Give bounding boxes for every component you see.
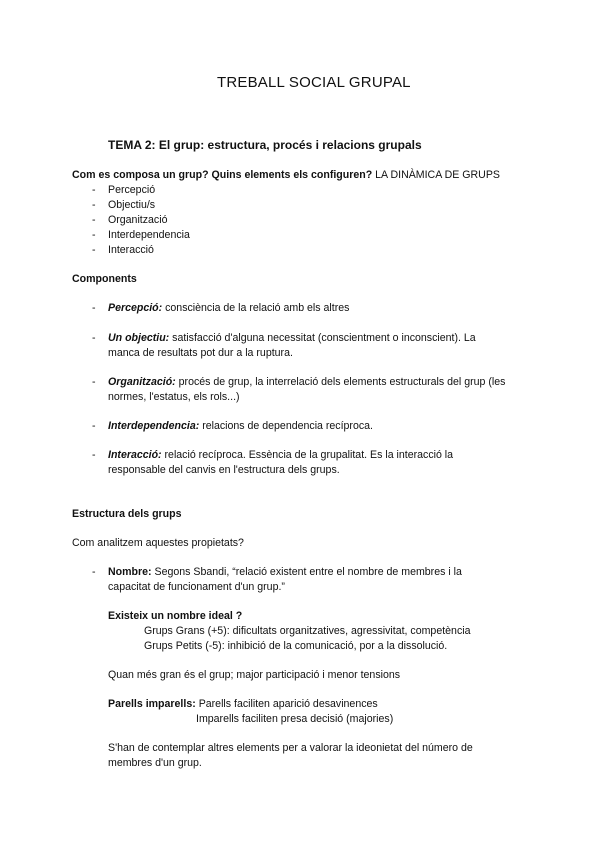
estructura-heading: Estructura dels grups: [72, 508, 182, 520]
nombre-ideal-heading: Existeix un nombre ideal ?: [108, 610, 243, 622]
list-dash: -: [92, 376, 96, 388]
component-term: Interacció:: [108, 449, 162, 461]
component-text: relacions de dependencia recíproca.: [199, 420, 373, 432]
imparells-line: Imparells faciliten presa decisió (majories): [196, 713, 394, 725]
question-normal: LA DINÀMICA DE GRUPS: [372, 169, 500, 181]
component-item: [108, 420, 373, 432]
component-item: [108, 376, 505, 388]
list-dash: -: [92, 184, 96, 196]
contemplar-line: S'han de contemplar altres elements per a valorar la ideonietat del número de: [108, 742, 473, 754]
contemplar-line-cont: membres d'un grup.: [108, 757, 202, 769]
component-text: consciència de la relació amb els altres: [162, 302, 350, 314]
component-term: Percepció:: [108, 302, 163, 314]
component-term: Interdependencia:: [108, 420, 200, 432]
component-term: Un objectiu:: [108, 332, 170, 344]
list-dash: -: [92, 420, 96, 432]
nombre-text-cont: capacitat de funcionament d'un grup.”: [108, 581, 285, 593]
quan-mes-gran: Quan més gran és el grup; major participació i menor tensions: [108, 669, 401, 681]
component-item: [108, 332, 476, 344]
component-text: relació recíproca. Essència de la grupalitat. Es la interacció la: [161, 449, 454, 461]
component-text-cont: responsable del canvis en l'estructura dels grups.: [108, 464, 340, 476]
list-dash: -: [92, 199, 96, 211]
question-line: [72, 169, 500, 181]
component-text: procés de grup, la interrelació dels elements estructurals del grup (les: [175, 376, 506, 388]
question-bold: Com es composa un grup? Quins elements els configuren?: [72, 169, 373, 181]
grups-petits: Grups Petits (-5): inhibició de la comunicació, por a la dissolució.: [144, 640, 448, 652]
list-item: Percepció: [108, 184, 156, 196]
parells-line: [108, 698, 378, 710]
page-title: TREBALL SOCIAL GRUPAL: [217, 74, 411, 91]
com-analitzem: Com analitzem aquestes propietats?: [72, 537, 244, 549]
list-dash: -: [92, 302, 96, 314]
component-text-cont: normes, l'estatus, els rols...): [108, 391, 240, 403]
nombre-item: [108, 566, 462, 578]
components-heading: Components: [72, 273, 137, 285]
list-item: Organització: [108, 214, 168, 226]
list-dash: -: [92, 449, 96, 461]
component-term: Organització:: [108, 376, 176, 388]
nombre-text: Segons Sbandi, “relació existent entre el nombre de membres i la: [151, 566, 462, 578]
parells-text: Parells faciliten aparició desavinences: [195, 698, 378, 710]
list-item: Interdependencia: [108, 229, 190, 241]
list-dash: -: [92, 332, 96, 344]
list-dash: -: [92, 566, 96, 578]
component-item: [108, 449, 453, 461]
component-item: [108, 302, 349, 314]
list-item: Objectiu/s: [108, 199, 156, 211]
list-dash: -: [92, 229, 96, 241]
tema-heading: TEMA 2: El grup: estructura, procés i relacions grupals: [108, 138, 422, 152]
grups-grans: Grups Grans (+5): dificultats organitzatives, agressivitat, competència: [144, 625, 471, 637]
list-dash: -: [92, 244, 96, 256]
list-item: Interacció: [108, 244, 154, 256]
nombre-term: Nombre:: [108, 566, 152, 578]
parells-term: Parells imparells:: [108, 698, 196, 710]
list-dash: -: [92, 214, 96, 226]
component-text-cont: manca de resultats pot dur a la ruptura.: [108, 347, 293, 359]
component-text: satisfacció d'alguna necessitat (conscientment o inconscient). La: [169, 332, 476, 344]
